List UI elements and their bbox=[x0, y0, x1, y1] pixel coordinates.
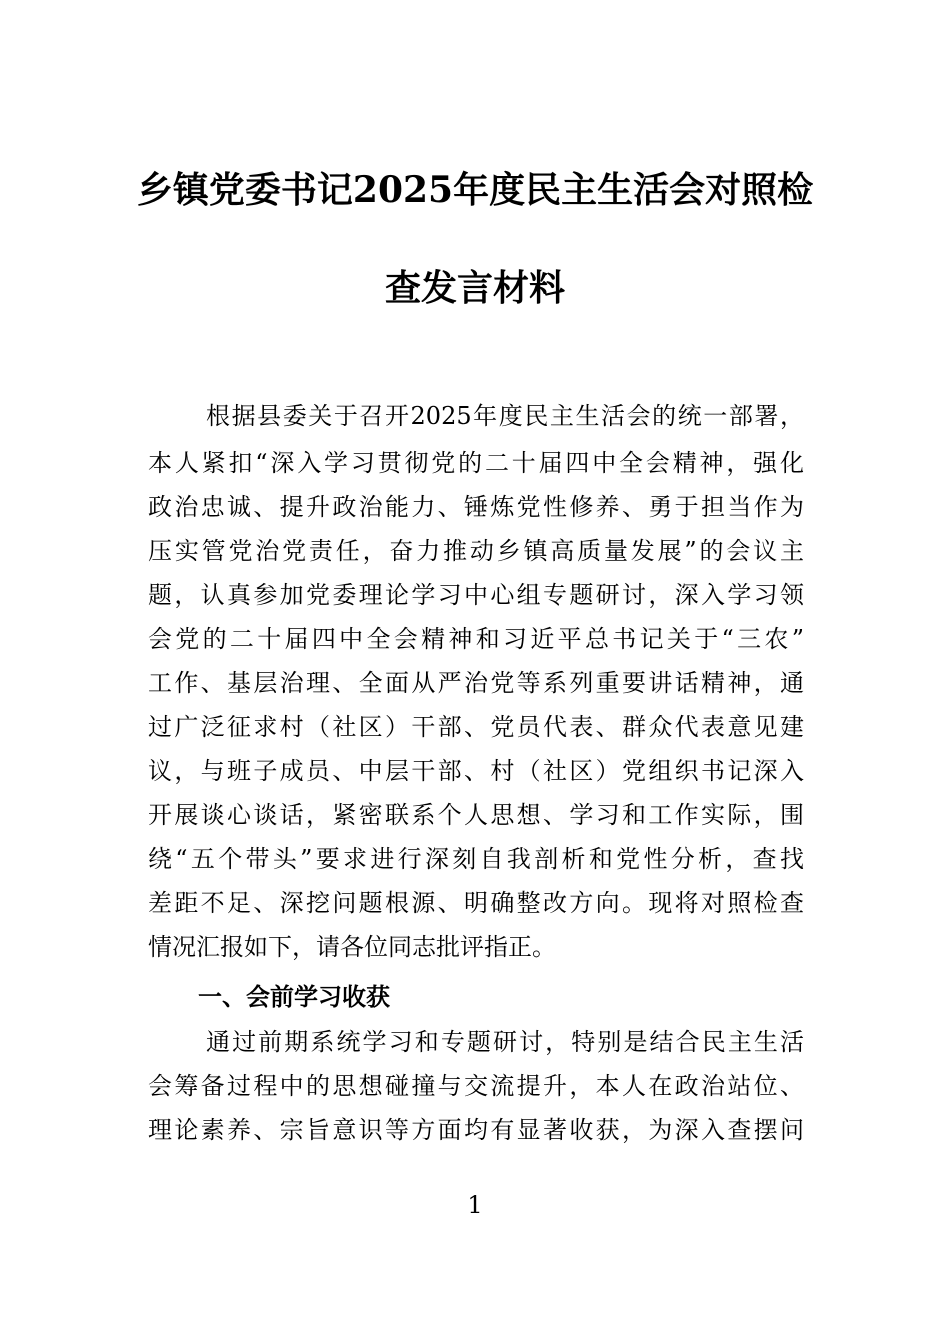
paragraph-line: 情况汇报如下，请各位同志批评指正。 bbox=[148, 933, 556, 961]
section-heading: 一、会前学习收获 bbox=[198, 983, 390, 1011]
paragraph-line: 开展谈心谈话，紧密联系个人思想、学习和工作实际，围 bbox=[148, 801, 804, 829]
paragraph-line: 本人紧扣“深入学习贯彻党的二十届四中全会精神，强化 bbox=[148, 449, 804, 477]
paragraph-line: 工作、基层治理、全面从严治党等系列重要讲话精神，通 bbox=[148, 669, 804, 697]
paragraph-line: 会党的二十届四中全会精神和习近平总书记关于“三农” bbox=[148, 625, 804, 653]
paragraph-line: 理论素养、宗旨意识等方面均有显著收获，为深入查摆问 bbox=[148, 1116, 804, 1144]
paragraph-line: 题，认真参加党委理论学习中心组专题研讨，深入学习领 bbox=[148, 581, 804, 609]
paragraph-line: 会筹备过程中的思想碰撞与交流提升，本人在政治站位、 bbox=[148, 1072, 804, 1100]
paragraph-line: 通过前期系统学习和专题研讨，特别是结合民主生活 bbox=[206, 1028, 804, 1056]
document-title-line-1: 乡镇党委书记2025年度民主生活会对照检 bbox=[136, 169, 814, 211]
paragraph-line: 压实管党治党责任，奋力推动乡镇高质量发展”的会议主 bbox=[148, 537, 804, 565]
paragraph-line: 根据县委关于召开2025年度民主生活会的统一部署， bbox=[206, 402, 804, 430]
paragraph-line: 过广泛征求村（社区）干部、党员代表、群众代表意见建 bbox=[148, 713, 804, 741]
document-title-line-2: 查发言材料 bbox=[384, 267, 565, 309]
paragraph-line: 政治忠诚、提升政治能力、锤炼党性修养、勇于担当作为 bbox=[148, 493, 804, 521]
paragraph-line: 差距不足、深挖问题根源、明确整改方向。现将对照检查 bbox=[148, 889, 804, 917]
paragraph-line: 议，与班子成员、中层干部、村（社区）党组织书记深入 bbox=[148, 757, 804, 785]
paragraph-line: 绕“五个带头”要求进行深刻自我剖析和党性分析，查找 bbox=[148, 845, 804, 873]
page-number: 1 bbox=[467, 1191, 483, 1219]
